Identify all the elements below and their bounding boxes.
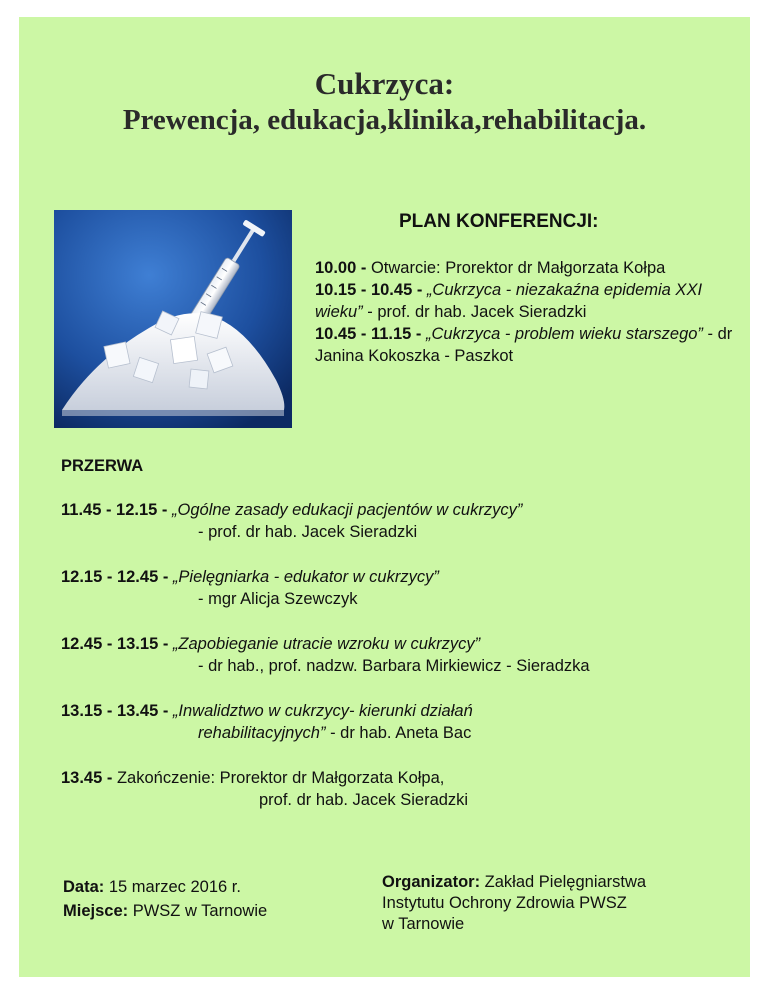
plan-item-session xyxy=(315,323,735,367)
agenda-item xyxy=(61,499,731,543)
organizer-row xyxy=(382,872,742,893)
poster-page xyxy=(19,17,750,977)
agenda-item-topic-continued xyxy=(61,722,731,744)
syringe-sugar-photo xyxy=(54,210,292,428)
agenda-item-topic: „Pielęgniarka - edukator w cukrzycy” xyxy=(168,568,439,586)
agenda-item-topic: „Ogólne zasady edukacji pacjentów w cukrzycy” xyxy=(167,501,523,519)
title-line-2: Prewencja, edukacja,klinika,rehabilitacja. xyxy=(122,104,647,136)
plan-item-time: 10.15 - 10.45 - xyxy=(315,281,423,299)
plan-item-topic: „Cukrzyca - problem wieku starszego” xyxy=(421,325,703,343)
agenda-item-speaker: - dr hab. Aneta Bac xyxy=(325,724,472,742)
plan-item-session xyxy=(315,279,735,323)
plan-item-topic: „Cukrzyca - niezakaźna epidemia XXI wieku” xyxy=(315,281,703,321)
agenda-item-topic: „Zapobieganie utracie wzroku w cukrzycy” xyxy=(168,635,481,653)
date-value: 15 marzec 2016 r. xyxy=(104,878,241,896)
agenda-item xyxy=(61,633,731,677)
plan-item-speaker: - dr Janina Kokoszka - Paszkot xyxy=(315,325,733,365)
place-row xyxy=(63,899,267,923)
agenda-item-speaker: - mgr Alicja Szewczyk xyxy=(198,590,358,608)
plan-heading: PLAN KONFERENCJI: xyxy=(399,211,599,232)
organizer-line2: Instytutu Ochrony Zdrowia PWSZ xyxy=(382,894,627,912)
agenda-closing xyxy=(61,767,731,811)
place-value: PWSZ w Tarnowie xyxy=(128,902,268,920)
agenda-item-topic: „Inwalidztwo w cukrzycy- kierunki działań xyxy=(168,702,473,720)
agenda-item-speaker: - dr hab., prof. nadzw. Barbara Mirkiewicz - Sieradzka xyxy=(198,657,590,675)
agenda-item-speaker: - prof. dr hab. Jacek Sieradzki xyxy=(198,523,418,541)
plan-item-opening xyxy=(315,257,735,279)
organizer-line3: w Tarnowie xyxy=(382,915,465,933)
closing-time: 13.45 - xyxy=(61,769,113,787)
organizer-label: Organizator: xyxy=(382,873,481,891)
date-row xyxy=(63,875,267,899)
organizer-line1: Zakład Pielęgniarstwa xyxy=(480,873,647,891)
agenda-item xyxy=(61,700,731,744)
event-details xyxy=(63,875,267,923)
plan-morning-sessions xyxy=(315,257,735,367)
date-label: Data: xyxy=(63,878,105,896)
organizer-details xyxy=(382,872,742,935)
plan-item-speaker: - prof. dr hab. Jacek Sieradzki xyxy=(362,303,587,321)
plan-item-text: Otwarcie: Prorektor dr Małgorzata Kołpa xyxy=(366,259,666,277)
agenda-item-time: 13.15 - 13.45 - xyxy=(61,702,169,720)
agenda-afternoon xyxy=(61,455,731,834)
closing-text-line2: prof. dr hab. Jacek Sieradzki xyxy=(259,791,469,809)
agenda-item-topic-line2: rehabilitacyjnych” xyxy=(198,724,326,742)
closing-text: Zakończenie: Prorektor dr Małgorzata Kołpa, xyxy=(112,769,445,787)
place-label: Miejsce: xyxy=(63,902,129,920)
agenda-item xyxy=(61,566,731,610)
agenda-item-time: 12.45 - 13.15 - xyxy=(61,635,169,653)
break-label: PRZERWA xyxy=(61,457,144,475)
title-line-1: Cukrzyca: xyxy=(314,66,455,101)
agenda-item-time: 12.15 - 12.45 - xyxy=(61,568,169,586)
plan-item-time: 10.45 - 11.15 - xyxy=(315,325,422,343)
plan-item-time: 10.00 - xyxy=(315,259,367,277)
page-title xyxy=(19,65,750,139)
agenda-item-time: 11.45 - 12.15 - xyxy=(61,501,168,519)
